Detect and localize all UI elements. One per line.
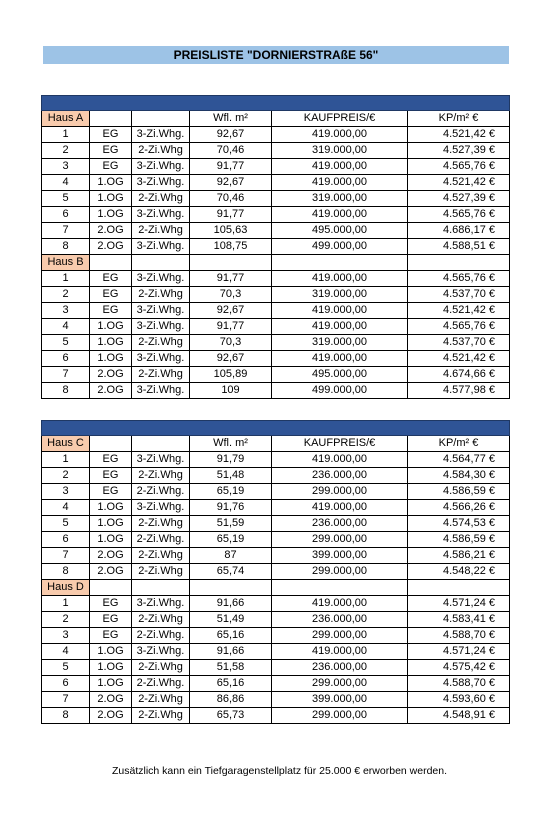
column-header-kpm2: KP/m² € <box>408 436 510 452</box>
house-label: Haus D <box>42 580 90 596</box>
apartment-type: 2-Zi.Whg <box>132 468 190 484</box>
purchase-price: 419.000,00 <box>272 175 408 191</box>
purchase-price: 299.000,00 <box>272 628 408 644</box>
floor: 1.OG <box>90 191 132 207</box>
purchase-price: 236.000,00 <box>272 612 408 628</box>
price-per-sqm: 4.565,76 € <box>408 271 510 287</box>
living-area: 70,46 <box>190 143 272 159</box>
table-row <box>42 612 510 628</box>
purchase-price: 236.000,00 <box>272 516 408 532</box>
unit-number: 5 <box>42 191 90 207</box>
floor: EG <box>90 484 132 500</box>
table-row <box>42 548 510 564</box>
price-per-sqm: 4.548,91 € <box>408 708 510 724</box>
price-per-sqm: 4.574,53 € <box>408 516 510 532</box>
table-row <box>42 484 510 500</box>
floor: 1.OG <box>90 335 132 351</box>
apartment-type: 3-Zi.Whg. <box>132 319 190 335</box>
unit-number: 8 <box>42 239 90 255</box>
apartment-type: 3-Zi.Whg. <box>132 596 190 612</box>
house-label: Haus C <box>42 436 90 452</box>
table-row <box>42 335 510 351</box>
table-row <box>42 564 510 580</box>
table-row <box>42 207 510 223</box>
purchase-price: 319.000,00 <box>272 191 408 207</box>
price-per-sqm: 4.577,98 € <box>408 383 510 399</box>
unit-number: 4 <box>42 175 90 191</box>
purchase-price: 319.000,00 <box>272 335 408 351</box>
table-row <box>42 303 510 319</box>
empty-cell <box>90 580 132 596</box>
floor: EG <box>90 159 132 175</box>
empty-cell <box>132 255 190 271</box>
unit-number: 6 <box>42 351 90 367</box>
table-row <box>42 127 510 143</box>
house-header-row <box>42 436 510 452</box>
column-header-wfl: Wfl. m² <box>190 111 272 127</box>
apartment-type: 3-Zi.Whg. <box>132 452 190 468</box>
purchase-price: 495.000,00 <box>272 223 408 239</box>
table-row <box>42 596 510 612</box>
table-row <box>42 319 510 335</box>
unit-number: 6 <box>42 676 90 692</box>
floor: 1.OG <box>90 532 132 548</box>
apartment-type: 2-Zi.Whg <box>132 692 190 708</box>
living-area: 91,66 <box>190 596 272 612</box>
empty-cell <box>408 255 510 271</box>
unit-number: 4 <box>42 500 90 516</box>
apartment-type: 2-Zi.Whg <box>132 660 190 676</box>
house-label: Haus A <box>42 111 90 127</box>
apartment-type: 2-Zi.Whg. <box>132 484 190 500</box>
apartment-type: 3-Zi.Whg. <box>132 239 190 255</box>
footnote: Zusätzlich kann ein Tiefgaragenstellplatz für 25.000 € erworben werden. <box>111 765 448 777</box>
purchase-price: 299.000,00 <box>272 676 408 692</box>
apartment-type: 2-Zi.Whg. <box>132 628 190 644</box>
unit-number: 3 <box>42 159 90 175</box>
price-per-sqm: 4.565,76 € <box>408 319 510 335</box>
table-row <box>42 239 510 255</box>
table-row <box>42 708 510 724</box>
apartment-type: 2-Zi.Whg <box>132 143 190 159</box>
purchase-price: 419.000,00 <box>272 644 408 660</box>
floor: 2.OG <box>90 548 132 564</box>
purchase-price: 236.000,00 <box>272 660 408 676</box>
apartment-type: 2-Zi.Whg <box>132 548 190 564</box>
floor: 1.OG <box>90 319 132 335</box>
column-header-kaufpreis: KAUFPREIS/€ <box>272 436 408 452</box>
empty-cell <box>90 255 132 271</box>
table-row <box>42 159 510 175</box>
living-area: 105,89 <box>190 367 272 383</box>
unit-number: 2 <box>42 468 90 484</box>
floor: EG <box>90 628 132 644</box>
price-per-sqm: 4.588,70 € <box>408 676 510 692</box>
purchase-price: 495.000,00 <box>272 367 408 383</box>
price-per-sqm: 4.584,30 € <box>408 468 510 484</box>
unit-number: 5 <box>42 516 90 532</box>
empty-cell <box>132 436 190 452</box>
table-row <box>42 143 510 159</box>
living-area: 65,74 <box>190 564 272 580</box>
purchase-price: 419.000,00 <box>272 303 408 319</box>
apartment-type: 3-Zi.Whg. <box>132 383 190 399</box>
price-per-sqm: 4.565,76 € <box>408 207 510 223</box>
table-row <box>42 271 510 287</box>
floor: EG <box>90 452 132 468</box>
unit-number: 2 <box>42 612 90 628</box>
apartment-type: 2-Zi.Whg <box>132 191 190 207</box>
floor: 1.OG <box>90 175 132 191</box>
apartment-type: 3-Zi.Whg. <box>132 644 190 660</box>
living-area: 65,16 <box>190 628 272 644</box>
living-area: 91,77 <box>190 159 272 175</box>
price-table-a-b <box>41 95 510 399</box>
apartment-type: 3-Zi.Whg. <box>132 303 190 319</box>
floor: EG <box>90 468 132 484</box>
living-area: 51,49 <box>190 612 272 628</box>
living-area: 86,86 <box>190 692 272 708</box>
price-per-sqm: 4.571,24 € <box>408 644 510 660</box>
purchase-price: 236.000,00 <box>272 468 408 484</box>
apartment-type: 2-Zi.Whg <box>132 287 190 303</box>
living-area: 91,66 <box>190 644 272 660</box>
floor: 2.OG <box>90 239 132 255</box>
table-row <box>42 692 510 708</box>
floor: 2.OG <box>90 383 132 399</box>
header-bar-cell <box>42 421 510 436</box>
price-per-sqm: 4.527,39 € <box>408 143 510 159</box>
living-area: 65,73 <box>190 708 272 724</box>
price-per-sqm: 4.571,24 € <box>408 596 510 612</box>
purchase-price: 399.000,00 <box>272 548 408 564</box>
living-area: 91,79 <box>190 452 272 468</box>
purchase-price: 299.000,00 <box>272 564 408 580</box>
price-table-c-d <box>41 420 510 724</box>
living-area: 87 <box>190 548 272 564</box>
floor: EG <box>90 287 132 303</box>
table-row <box>42 175 510 191</box>
column-header-kaufpreis: KAUFPREIS/€ <box>272 111 408 127</box>
floor: 2.OG <box>90 564 132 580</box>
floor: EG <box>90 143 132 159</box>
price-per-sqm: 4.548,22 € <box>408 564 510 580</box>
floor: 1.OG <box>90 351 132 367</box>
house-header-row <box>42 255 510 271</box>
unit-number: 7 <box>42 692 90 708</box>
purchase-price: 299.000,00 <box>272 484 408 500</box>
table-row <box>42 628 510 644</box>
unit-number: 1 <box>42 596 90 612</box>
purchase-price: 419.000,00 <box>272 159 408 175</box>
living-area: 91,77 <box>190 207 272 223</box>
table-row <box>42 223 510 239</box>
living-area: 65,19 <box>190 532 272 548</box>
purchase-price: 299.000,00 <box>272 708 408 724</box>
living-area: 92,67 <box>190 303 272 319</box>
unit-number: 4 <box>42 644 90 660</box>
floor: EG <box>90 596 132 612</box>
price-per-sqm: 4.537,70 € <box>408 335 510 351</box>
floor: 1.OG <box>90 500 132 516</box>
floor: 1.OG <box>90 207 132 223</box>
living-area: 65,16 <box>190 676 272 692</box>
table-row <box>42 676 510 692</box>
table-row <box>42 500 510 516</box>
table-row <box>42 383 510 399</box>
purchase-price: 499.000,00 <box>272 383 408 399</box>
unit-number: 6 <box>42 532 90 548</box>
unit-number: 7 <box>42 548 90 564</box>
living-area: 92,67 <box>190 175 272 191</box>
apartment-type: 2-Zi.Whg <box>132 564 190 580</box>
price-per-sqm: 4.583,41 € <box>408 612 510 628</box>
price-per-sqm: 4.586,59 € <box>408 532 510 548</box>
page-title: PREISLISTE "DORNIERSTRAßE 56" <box>43 46 509 64</box>
price-per-sqm: 4.537,70 € <box>408 287 510 303</box>
table-row <box>42 660 510 676</box>
unit-number: 1 <box>42 452 90 468</box>
empty-cell <box>90 111 132 127</box>
unit-number: 1 <box>42 127 90 143</box>
unit-number: 7 <box>42 367 90 383</box>
apartment-type: 2-Zi.Whg <box>132 335 190 351</box>
unit-number: 1 <box>42 271 90 287</box>
floor: 1.OG <box>90 644 132 660</box>
apartment-type: 3-Zi.Whg. <box>132 175 190 191</box>
purchase-price: 419.000,00 <box>272 500 408 516</box>
floor: EG <box>90 271 132 287</box>
purchase-price: 419.000,00 <box>272 207 408 223</box>
price-per-sqm: 4.527,39 € <box>408 191 510 207</box>
apartment-type: 2-Zi.Whg <box>132 516 190 532</box>
table-row <box>42 367 510 383</box>
house-label: Haus B <box>42 255 90 271</box>
table-row <box>42 287 510 303</box>
table-row <box>42 516 510 532</box>
table-row <box>42 452 510 468</box>
apartment-type: 3-Zi.Whg. <box>132 159 190 175</box>
apartment-type: 3-Zi.Whg. <box>132 127 190 143</box>
price-per-sqm: 4.586,21 € <box>408 548 510 564</box>
house-header-row <box>42 111 510 127</box>
empty-cell <box>190 255 272 271</box>
apartment-type: 2-Zi.Whg <box>132 612 190 628</box>
floor: EG <box>90 612 132 628</box>
apartment-type: 2-Zi.Whg <box>132 223 190 239</box>
table-row <box>42 468 510 484</box>
living-area: 91,77 <box>190 319 272 335</box>
floor: 1.OG <box>90 660 132 676</box>
empty-cell <box>408 580 510 596</box>
empty-cell <box>132 111 190 127</box>
living-area: 70,3 <box>190 335 272 351</box>
unit-number: 3 <box>42 484 90 500</box>
living-area: 92,67 <box>190 351 272 367</box>
living-area: 92,67 <box>190 127 272 143</box>
purchase-price: 319.000,00 <box>272 287 408 303</box>
purchase-price: 299.000,00 <box>272 532 408 548</box>
table-header-bar <box>42 96 510 111</box>
unit-number: 7 <box>42 223 90 239</box>
table-row <box>42 532 510 548</box>
purchase-price: 419.000,00 <box>272 271 408 287</box>
price-per-sqm: 4.588,51 € <box>408 239 510 255</box>
header-bar-cell <box>42 96 510 111</box>
unit-number: 8 <box>42 383 90 399</box>
table-row <box>42 644 510 660</box>
living-area: 65,19 <box>190 484 272 500</box>
purchase-price: 399.000,00 <box>272 692 408 708</box>
living-area: 105,63 <box>190 223 272 239</box>
apartment-type: 3-Zi.Whg. <box>132 207 190 223</box>
apartment-type: 2-Zi.Whg. <box>132 532 190 548</box>
living-area: 108,75 <box>190 239 272 255</box>
price-per-sqm: 4.586,59 € <box>408 484 510 500</box>
purchase-price: 419.000,00 <box>272 452 408 468</box>
apartment-type: 3-Zi.Whg. <box>132 351 190 367</box>
purchase-price: 499.000,00 <box>272 239 408 255</box>
living-area: 91,77 <box>190 271 272 287</box>
unit-number: 8 <box>42 564 90 580</box>
purchase-price: 419.000,00 <box>272 596 408 612</box>
table-row <box>42 191 510 207</box>
price-per-sqm: 4.575,42 € <box>408 660 510 676</box>
floor: 1.OG <box>90 516 132 532</box>
floor: 2.OG <box>90 708 132 724</box>
price-per-sqm: 4.566,26 € <box>408 500 510 516</box>
purchase-price: 419.000,00 <box>272 351 408 367</box>
purchase-price: 419.000,00 <box>272 127 408 143</box>
apartment-type: 2-Zi.Whg <box>132 708 190 724</box>
empty-cell <box>272 255 408 271</box>
living-area: 51,59 <box>190 516 272 532</box>
table-header-bar <box>42 421 510 436</box>
table-row <box>42 351 510 367</box>
column-header-kpm2: KP/m² € <box>408 111 510 127</box>
price-per-sqm: 4.588,70 € <box>408 628 510 644</box>
unit-number: 3 <box>42 628 90 644</box>
floor: 1.OG <box>90 676 132 692</box>
floor: EG <box>90 303 132 319</box>
price-per-sqm: 4.564,77 € <box>408 452 510 468</box>
purchase-price: 319.000,00 <box>272 143 408 159</box>
price-per-sqm: 4.521,42 € <box>408 175 510 191</box>
apartment-type: 3-Zi.Whg. <box>132 500 190 516</box>
unit-number: 3 <box>42 303 90 319</box>
apartment-type: 2-Zi.Whg <box>132 367 190 383</box>
empty-cell <box>272 580 408 596</box>
price-per-sqm: 4.686,17 € <box>408 223 510 239</box>
price-per-sqm: 4.521,42 € <box>408 303 510 319</box>
floor: 2.OG <box>90 692 132 708</box>
floor: EG <box>90 127 132 143</box>
unit-number: 6 <box>42 207 90 223</box>
unit-number: 5 <box>42 660 90 676</box>
purchase-price: 419.000,00 <box>272 319 408 335</box>
price-per-sqm: 4.521,42 € <box>408 127 510 143</box>
price-per-sqm: 4.521,42 € <box>408 351 510 367</box>
house-header-row <box>42 580 510 596</box>
empty-cell <box>132 580 190 596</box>
living-area: 51,58 <box>190 660 272 676</box>
unit-number: 4 <box>42 319 90 335</box>
empty-cell <box>90 436 132 452</box>
living-area: 109 <box>190 383 272 399</box>
price-per-sqm: 4.593,60 € <box>408 692 510 708</box>
unit-number: 8 <box>42 708 90 724</box>
unit-number: 5 <box>42 335 90 351</box>
floor: 2.OG <box>90 223 132 239</box>
unit-number: 2 <box>42 287 90 303</box>
apartment-type: 2-Zi.Whg. <box>132 676 190 692</box>
column-header-wfl: Wfl. m² <box>190 436 272 452</box>
floor: 2.OG <box>90 367 132 383</box>
living-area: 91,76 <box>190 500 272 516</box>
unit-number: 2 <box>42 143 90 159</box>
apartment-type: 3-Zi.Whg. <box>132 271 190 287</box>
living-area: 51,48 <box>190 468 272 484</box>
price-per-sqm: 4.674,66 € <box>408 367 510 383</box>
living-area: 70,3 <box>190 287 272 303</box>
price-per-sqm: 4.565,76 € <box>408 159 510 175</box>
empty-cell <box>190 580 272 596</box>
living-area: 70,46 <box>190 191 272 207</box>
